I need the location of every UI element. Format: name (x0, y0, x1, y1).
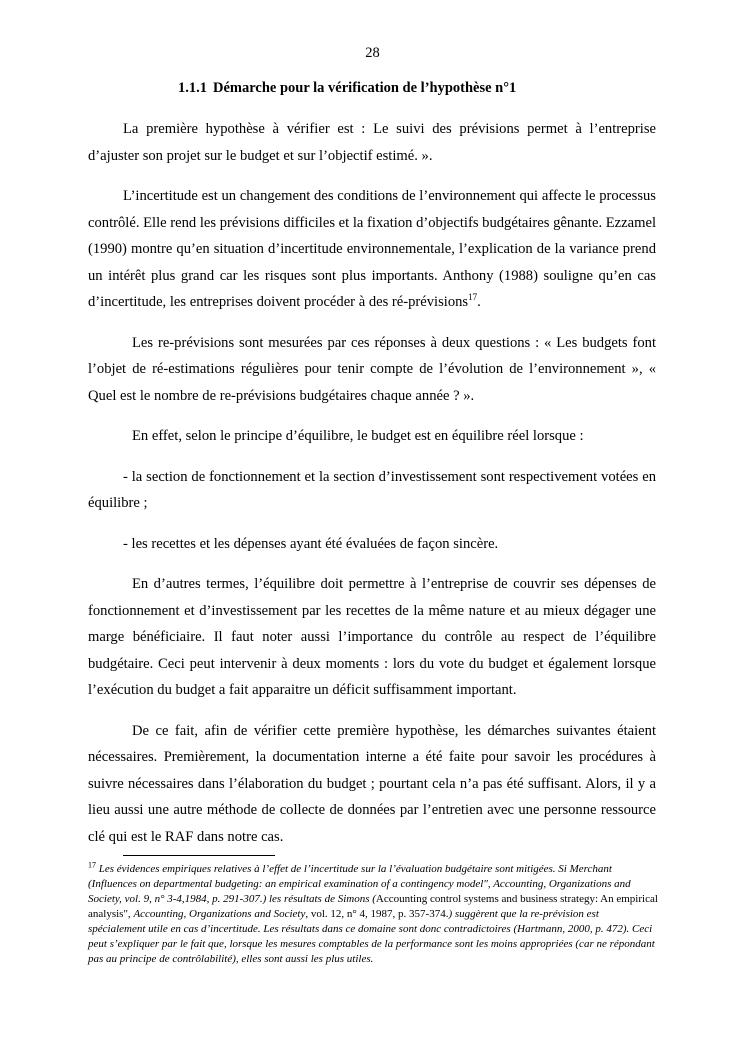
footnote-text-4: , vol. 12, n° 4, 1987, p. 357-374. (305, 908, 449, 920)
paragraph-5: En d’autres termes, l’équilibre doit permettre à l’entreprise de couvrir ses dépenses de fonctionnement et d’investissement par les recettes de la même nature et au mieux dégager une marge bénéficiaire. Il faut noter aussi l’importance du contrôle au respect de l’équilibre budgétaire. Ceci peut intervenir à deux moments : lors du vote du budget et également lorsque l’exécution du budget a fait apparaitre un déficit suffisamment important. (88, 576, 656, 698)
footnote-number: 17 (88, 860, 96, 870)
paragraph-3: Les re-prévisions sont mesurées par ces réponses à deux questions : « Les budgets font l’objet de ré-estimations régulières pour tenir compte de l’évolution de l’environnement », « Quel est le nombre de re-prévisions budgétaires chaque année ? ». (88, 334, 656, 404)
section-number: 1.1.1 (178, 80, 207, 96)
paragraph-1: La première hypothèse à vérifier est : Le suivi des prévisions permet à l’entreprise d’ajuster son projet sur le budget et sur l’objectif estimé. ». (88, 121, 656, 164)
footnote-separator (123, 855, 275, 856)
footnote (88, 862, 658, 967)
paragraph-2 (88, 183, 656, 316)
paragraph-2-text: L’incertitude est un changement des conditions de l’environnement qui affecte le processus contrôlé. Elle rend les prévisions difficiles et la fixation d’objectifs budgétaires gênante. Ezzamel (1990) montre qu’en situation d’incertitude environnementale, l’explication de la variance prend un intérêt plus grand car les risques sont plus importants. Anthony (1988) souligne qu’en cas d’incertitude, les entreprises doivent procéder à des ré-prévisions (88, 188, 656, 310)
section-heading (178, 80, 516, 97)
list-item-2: - les recettes et les dépenses ayant été évaluées de façon sincère. (123, 535, 499, 552)
footnote-text-2: Accounting control systems and business strategy: An empirical analysis", (88, 893, 658, 920)
body-text (88, 116, 656, 850)
footnote-text-1: Les évidences empiriques relatives à l’effet de l’incertitude sur la l’évaluation budgétaire sont mitigées. Si Merchant (Influences on departmental budgeting: an empirical examination of a contingency model", Accounting, Organizations and Society, vol. 9, n° 3-4,1984, p. 291-307.) les résultats de Simons ( (88, 863, 631, 905)
paragraph-6: De ce fait, afin de vérifier cette première hypothèse, les démarches suivantes étaient nécessaires. Premièrement, la documentation interne a été faite pour savoir les procédures à suivre nécessaires dans l’élaboration du budget ; pourtant cela n’a pas été suffisant. Alors, il y a lieu aussi une autre méthode de collecte de données par l’entretien avec une personne ressource clé qui est le RAF dans notre cas. (88, 722, 656, 845)
paragraph-4: En effet, selon le principe d’équilibre, le budget est en équilibre réel lorsque : (132, 428, 584, 444)
page-number: 28 (365, 45, 380, 61)
footnote-reference: 17 (468, 292, 478, 303)
section-title: Démarche pour la vérification de l’hypothèse n°1 (213, 80, 517, 96)
paragraph-2-end: . (477, 294, 481, 310)
footnote-text-3: Accounting, Organizations and Society (133, 908, 306, 920)
footnote-text-5: ) suggèrent que la re-prévision est spécialement utile en cas d’incertitude. Les résultats dans ce domaine sont donc contradictoires (Hartmann, 2000, p. 472). Ceci peut s’expliquer par le fait que, lorsque les mesures comptables de la performance sont les moins appropriées (car ne répondant pas au principe de contrôlabilité), elles sont aussi les plus utiles. (88, 908, 655, 965)
list-item-1: - la section de fonctionnement et la section d’investissement sont respectivement votées en équilibre ; (88, 468, 656, 511)
